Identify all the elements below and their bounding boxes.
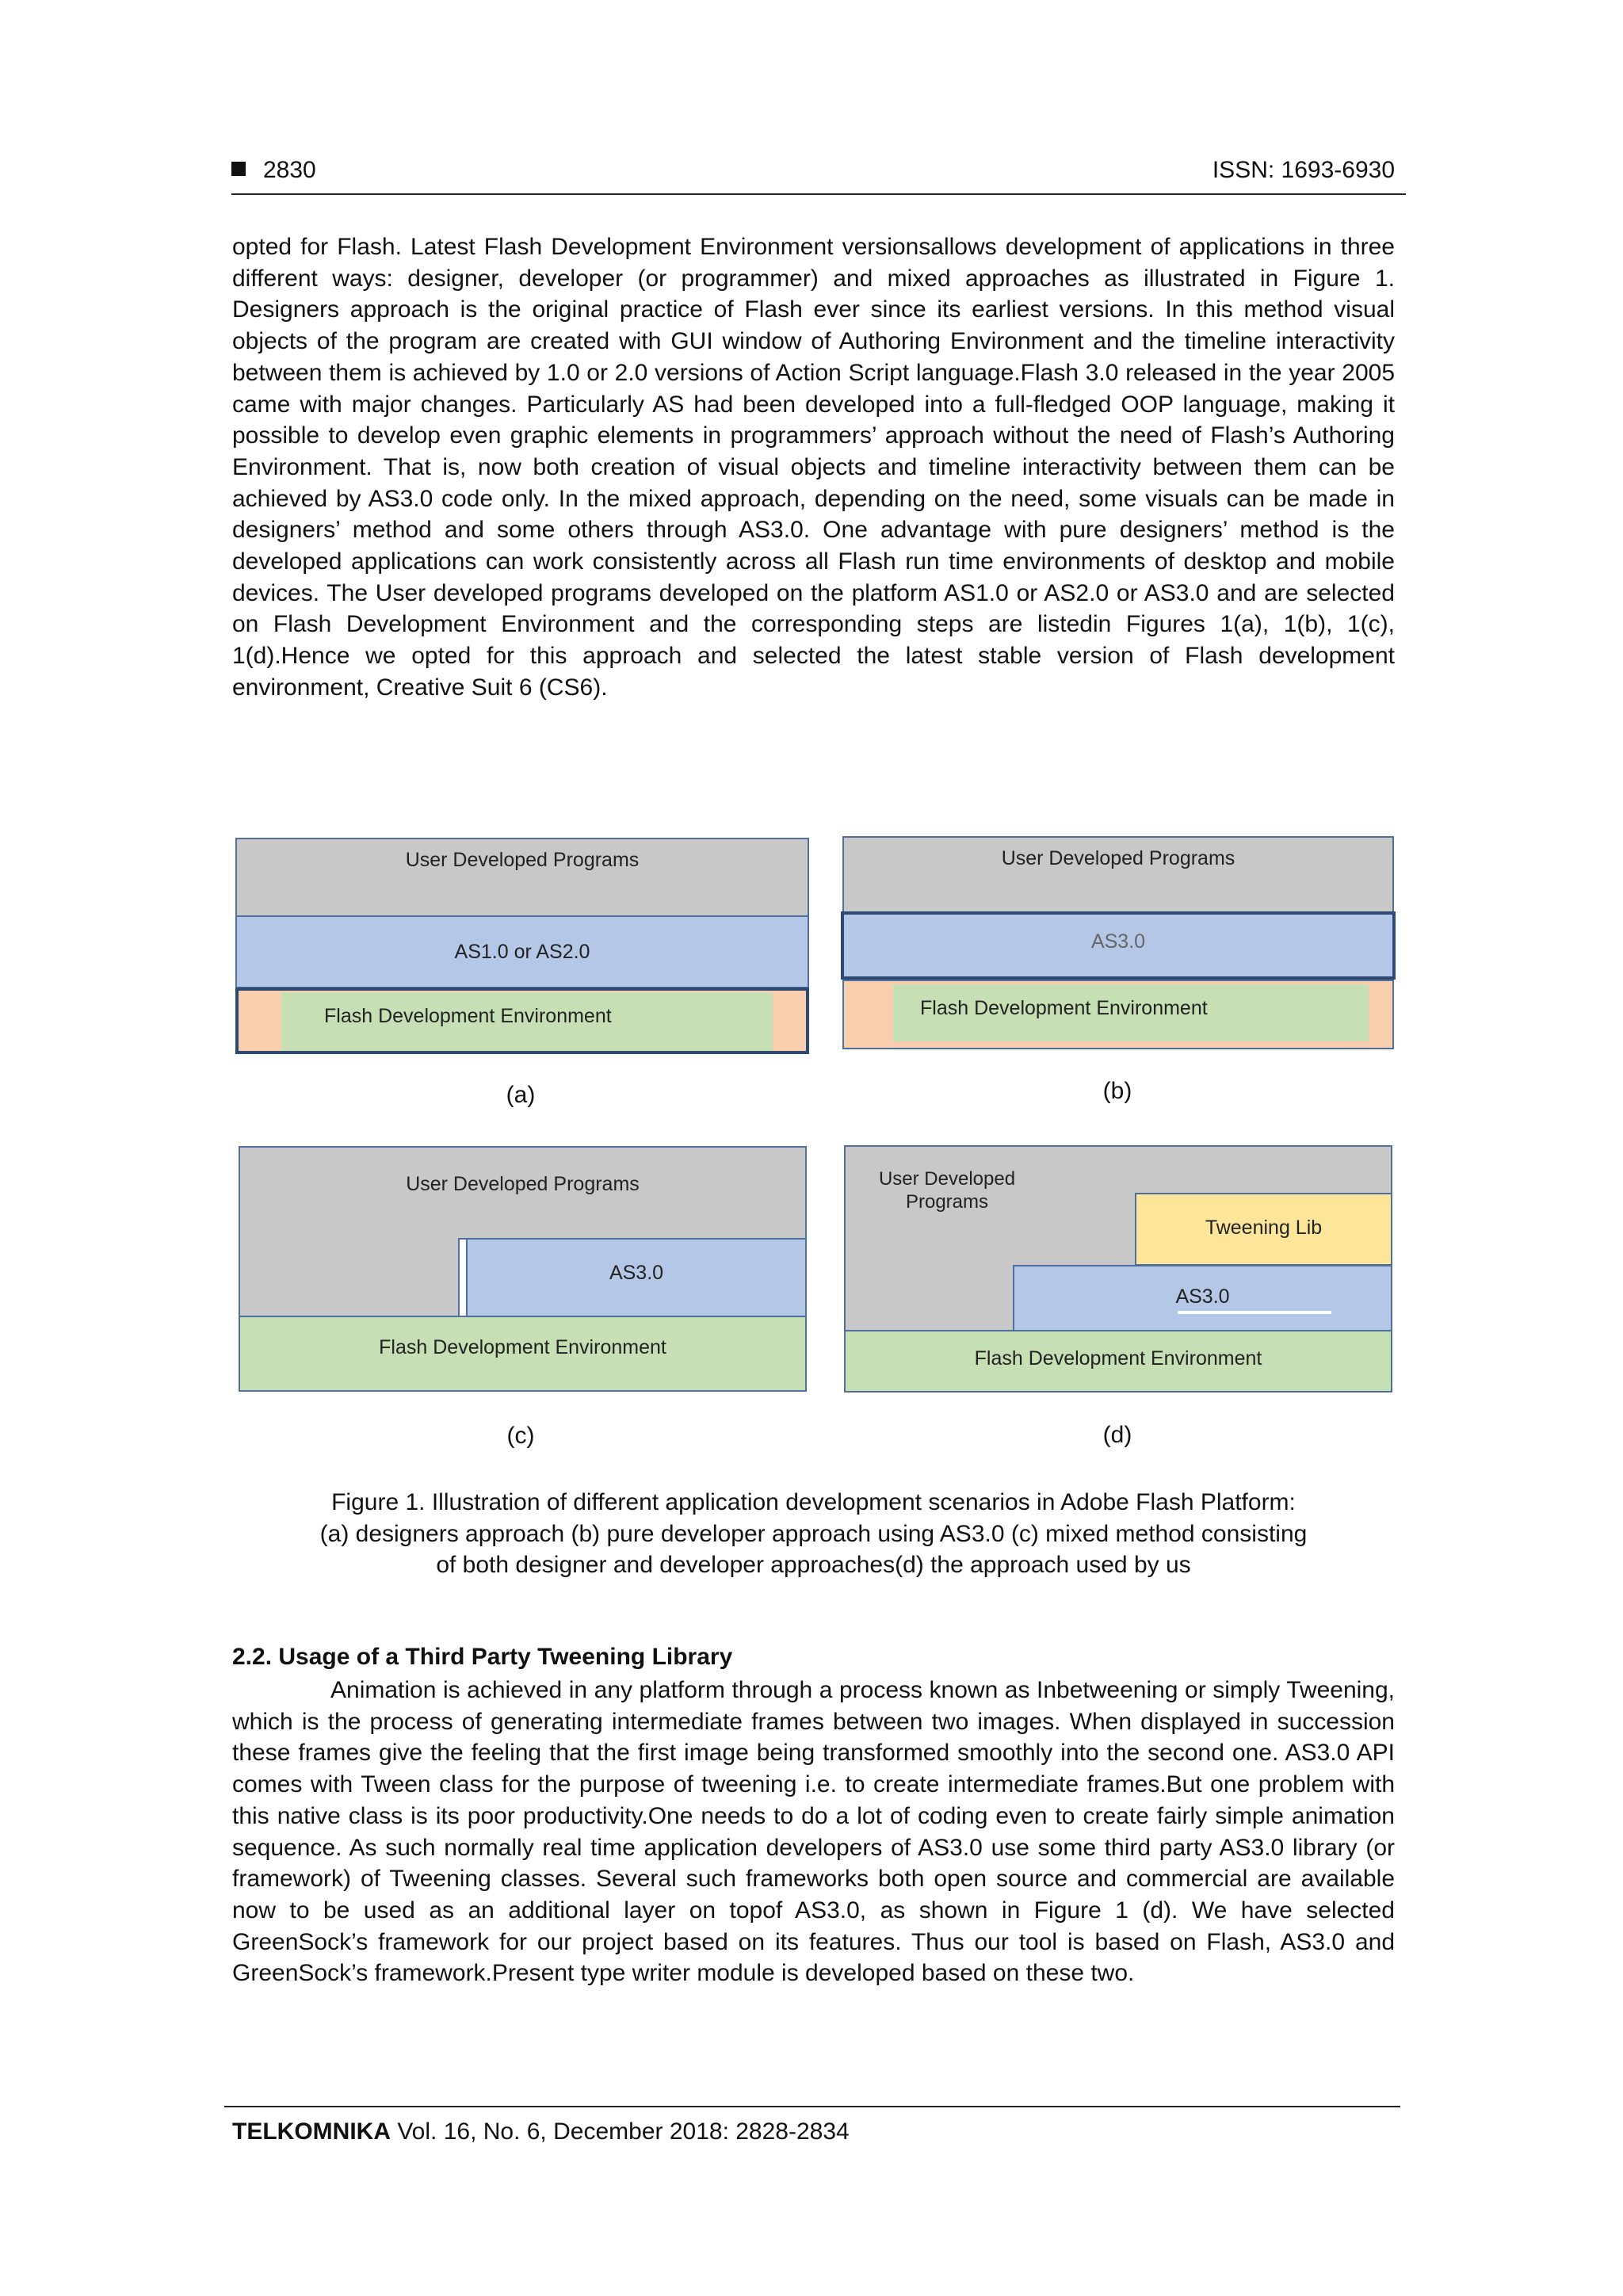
fig-b-fde-label: Flash Development Environment: [920, 997, 1208, 1019]
caption-line-2: (a) designers approach (b) pure developer approach using AS3.0 (c) mixed method consisting: [319, 1520, 1308, 1547]
fig-d-fde-layer: [844, 1330, 1392, 1392]
fig-a-user-programs-label: User Developed Programs: [405, 849, 640, 871]
fig-d-as-underline: [1178, 1311, 1331, 1314]
fig-a-as-label: AS1.0 or AS2.0: [454, 941, 590, 963]
fig-c-sublabel: (c): [506, 1423, 535, 1449]
fig-b-sublabel: (b): [1102, 1078, 1132, 1104]
fig-b-as-label: AS3.0: [1090, 930, 1146, 953]
fig-c-fde-layer: [239, 1316, 807, 1392]
fig-d-as-label: AS3.0: [1175, 1286, 1230, 1308]
body-paragraph-2: Animation is achieved in any platform through a process known as Inbetweening or simply Tweening, which is the process of generating intermediate frames between two images. When displayed in succession these frames give the feeling that the first image being transformed smoothly into the second one. AS3.0 API comes with Tween class for the purpose of tweening i.e. to create intermediate frames.But one problem with this native class is its poor productivity.One needs to do a lot of coding even to create fairly simple animation sequence. As such normally real time application developers of AS3.0 use some third party AS3.0 library (or framework) of Tweening classes. Several such frameworks both open source and commercial are available now to be used as an additional layer on topof AS3.0, as shown in Figure 1 (d). We have selected GreenSock’s framework for our project based on its features. Thus our tool is based on Flash, AS3.0 and GreenSock’s framework.Present type writer module is developed based on these two.: [232, 1677, 1395, 1987]
fig-d-tweening-layer: [1135, 1193, 1392, 1266]
fig-a-sublabel: (a): [506, 1082, 536, 1108]
footer-citation: [232, 2118, 850, 2145]
issn: ISSN: 1693-6930: [1212, 157, 1395, 183]
fig-d-fde-label: Flash Development Environment: [974, 1347, 1262, 1370]
fig-a-as-layer: [235, 915, 809, 988]
fig-b-as-layer: [841, 911, 1396, 980]
caption-line-3: of both designer and developer approaches(d) the approach used by us: [436, 1552, 1191, 1578]
fig-c-fde-label: Flash Development Environment: [379, 1336, 666, 1358]
figure-caption: [232, 1487, 1395, 1581]
fig-b-fde-inner: [893, 984, 1369, 1041]
footer-journal: TELKOMNIKA: [232, 2118, 391, 2145]
fig-b-fde-layer: [842, 980, 1394, 1049]
fig-a-user-programs-layer: [235, 838, 809, 917]
fig-d-tweening-label: Tweening Lib: [1205, 1217, 1323, 1239]
square-bullet-icon: [231, 162, 246, 176]
section-heading: 2.2. Usage of a Third Party Tweening Library: [232, 1644, 733, 1670]
fig-a-fde-label: Flash Development Environment: [324, 1005, 612, 1027]
fig-d-user-programs-line2: Programs: [905, 1191, 989, 1213]
fig-a-fde-layer: [235, 988, 809, 1054]
page-footer: [224, 2106, 1400, 2145]
page-header: [231, 154, 1406, 195]
fig-d-user-programs-label: [868, 1167, 1026, 1213]
fig-c-as-label: AS3.0: [609, 1262, 664, 1284]
footer-details: Vol. 16, No. 6, December 2018: 2828-2834: [390, 2118, 850, 2145]
fig-b-user-programs-layer: [842, 836, 1394, 914]
fig-a-fde-inner: [281, 992, 773, 1051]
fig-c-as-layer: [466, 1238, 807, 1317]
fig-d-user-programs-line1: User Developed: [878, 1168, 1016, 1190]
fig-d-sublabel: (d): [1102, 1422, 1132, 1448]
fig-b-user-programs-label: User Developed Programs: [1001, 847, 1235, 869]
body-paragraph-1: opted for Flash. Latest Flash Development Environment versionsallows development of applications in three different ways: designer, developer (or programmer) and mixed approaches as illustrated in Figure 1. Designers approach is the original practice of Flash ever since its earliest versions. In this method visual objects of the program are created with GUI window of Authoring Environment and the timeline interactivity between them is achieved by 1.0 or 2.0 versions of Action Script language.Flash 3.0 released in the year 2005 came with major changes. Particularly AS had been developed into a full-fledged OOP language, making it possible to develop even graphic elements in programmers’ approach without the need of Flash’s Authoring Environment. That is, now both creation of visual objects and timeline interactivity between them can be achieved by AS3.0 code only. In the mixed approach, depending on the need, some visuals can be made in designers’ method and some others through AS3.0. One advantage with pure designers’ method is the developed applications can work consistently across all Flash run time environments of desktop and mobile devices. The User developed programs developed on the platform AS1.0 or AS2.0 or AS3.0 and are selected on Flash Development Environment and the corresponding steps are listedin Figures 1(a), 1(b), 1(c), 1(d).Hence we opted for this approach and selected the latest stable version of Flash development environment, Creative Suit 6 (CS6).: [232, 234, 1395, 701]
page-number: 2830: [231, 157, 316, 184]
fig-c-user-programs-label: User Developed Programs: [406, 1173, 640, 1195]
caption-line-1: Figure 1. Illustration of different application development scenarios in Adobe Flash Platform:: [331, 1489, 1296, 1515]
fig-d-as-layer: [1013, 1265, 1392, 1332]
